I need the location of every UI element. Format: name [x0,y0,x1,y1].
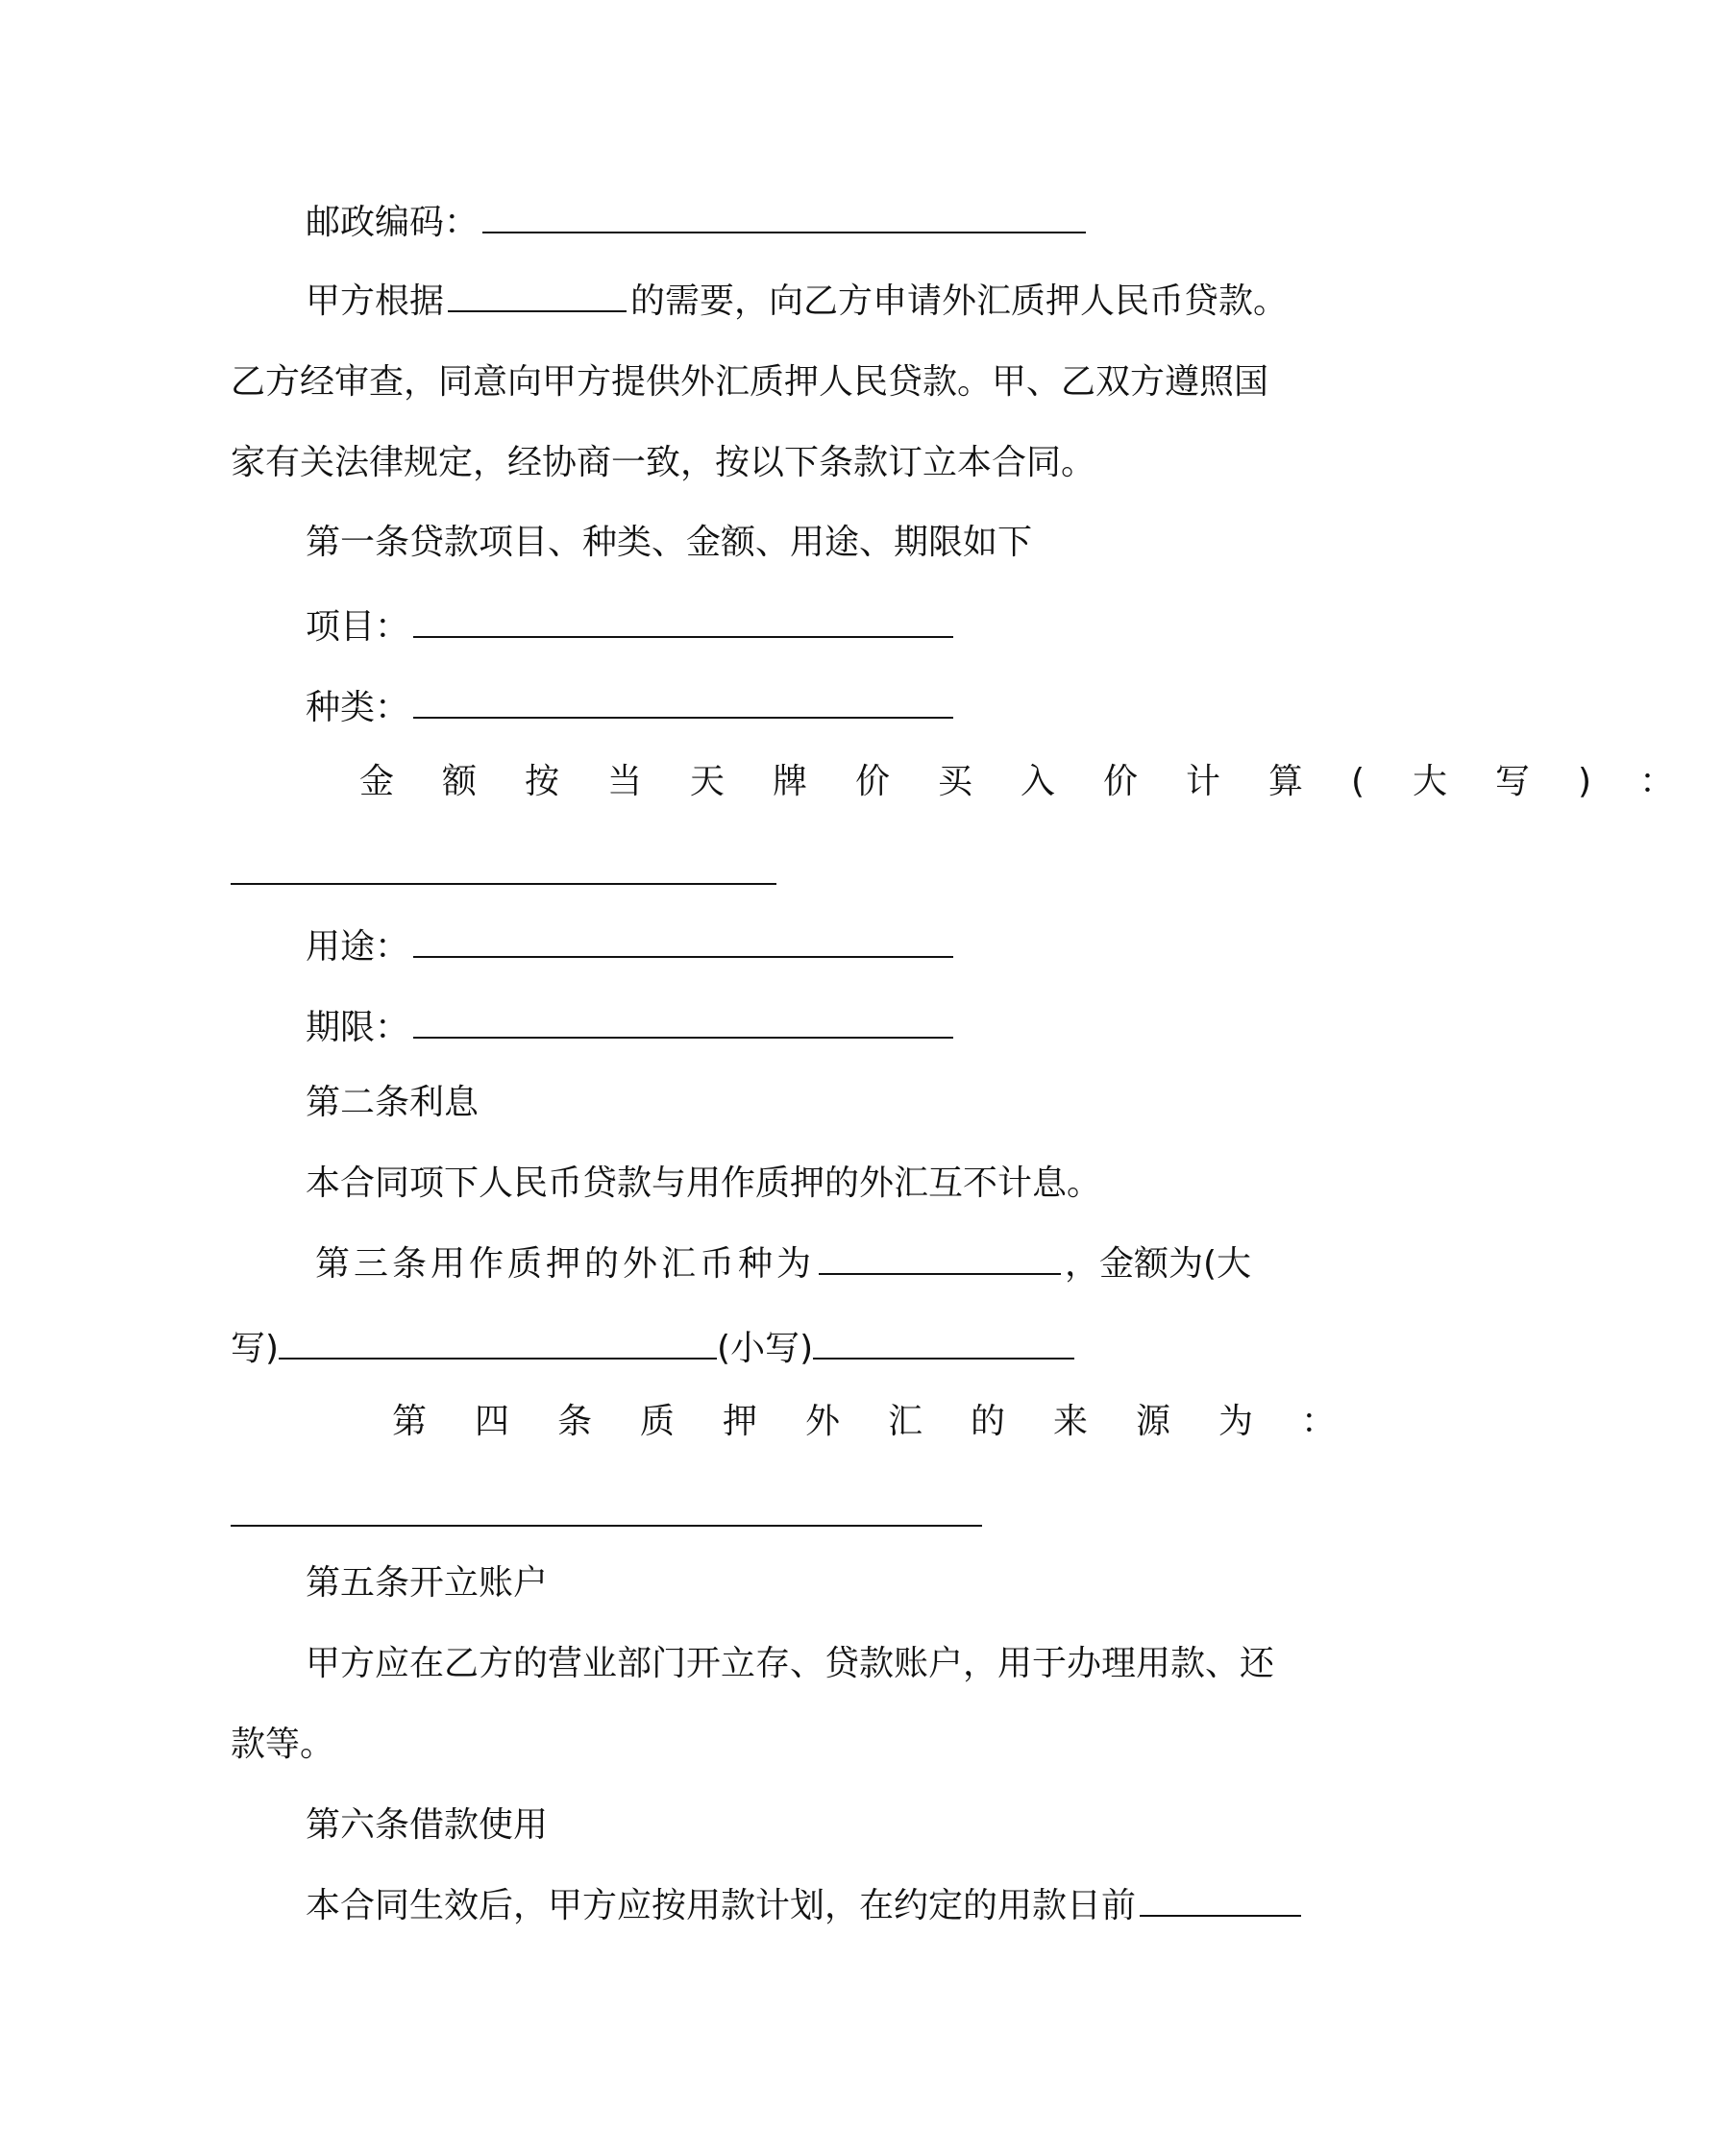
article4-blank-line [231,1495,986,1537]
usage-date-blank[interactable] [1140,1886,1301,1917]
article3-text: 写) [231,1329,280,1368]
postal-code-line [306,202,1090,244]
article4-title: 第四条质押外汇的来源为： [392,1402,1385,1441]
project-label: 项目： [306,607,410,647]
article4-title-line [392,1401,1384,1443]
preamble-text: 甲方根据 [306,282,445,321]
preamble-line-3: 家有关法律规定，经协商一致，按以下条款订立本合同。 [231,443,1096,482]
article3-line-1 [315,1243,1251,1286]
project-blank[interactable] [413,607,953,638]
article6-body-line-1 [306,1885,1305,1927]
article3-text: (小写) [717,1329,814,1368]
term-blank[interactable] [413,1008,953,1039]
article5-body-line-1: 甲方应在乙方的营业部门开立存、贷款账户，用于办理用款、还 [306,1644,1275,1683]
article2-body: 本合同项下人民币贷款与用作质押的外汇互不计息。 [306,1164,1102,1203]
preamble-line-1 [306,281,1288,323]
article6-text: 本合同生效后，甲方应按用款计划，在约定的用款日前 [306,1886,1137,1925]
article5-body-line-2: 款等。 [231,1725,335,1764]
source-blank[interactable] [231,1496,982,1527]
purpose-line [306,926,957,968]
article3-line-2 [231,1328,1078,1370]
article1-title: 第一条贷款项目、种类、金额、用途、期限如下 [306,523,1033,562]
postal-code-label: 邮政编码： [306,203,480,242]
purpose-blank[interactable] [413,927,953,958]
amount-numeric-blank[interactable] [813,1329,1074,1360]
amount-label-line [359,761,1722,803]
purpose-label: 用途： [306,927,410,967]
article5-title: 第五条开立账户 [306,1563,549,1603]
article2-title: 第二条利息 [306,1083,480,1122]
amount-capital-blank[interactable] [279,1329,717,1360]
amount-blank[interactable] [231,854,776,885]
amount-blank-line [231,853,780,895]
preamble-text: 的需要，向乙方申请外汇质押人民币贷款。 [630,282,1289,321]
currency-blank[interactable] [819,1244,1061,1275]
term-line [306,1007,957,1049]
type-line [306,687,957,729]
purpose-need-blank[interactable] [448,282,627,312]
article3-text: 第三条用作质押的外汇币种为 [315,1244,816,1284]
project-line [306,606,957,649]
amount-label: 金额按当天牌价买入价计算(大写)： [359,762,1722,801]
type-label: 种类： [306,688,410,727]
type-blank[interactable] [413,688,953,719]
article6-title: 第六条借款使用 [306,1805,549,1845]
term-label: 期限： [306,1008,410,1047]
article3-text: ，金额为(大 [1065,1244,1252,1284]
postal-code-blank[interactable] [482,203,1086,233]
preamble-line-2: 乙方经审查，同意向甲方提供外汇质押人民贷款。甲、乙双方遵照国 [231,362,1269,402]
